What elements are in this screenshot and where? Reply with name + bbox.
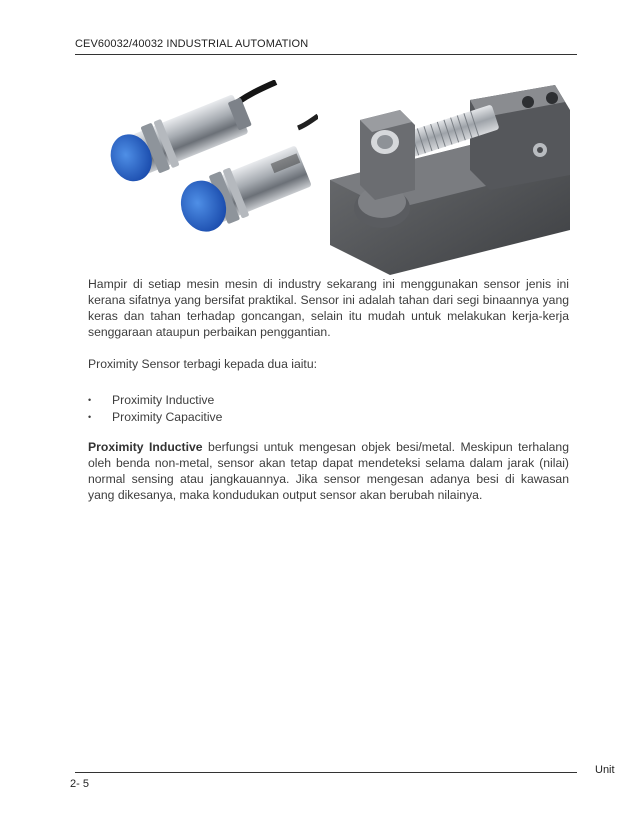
term-bold: Proximity Inductive	[88, 440, 203, 454]
list-item	[88, 392, 569, 409]
paragraph-inductive	[88, 439, 569, 503]
running-header: CEV60032/40032 INDUSTRIAL AUTOMATION	[75, 38, 309, 50]
list-item-label: Proximity Capacitive	[112, 410, 223, 424]
body-text	[88, 276, 569, 503]
figure-area	[88, 80, 582, 275]
list-item	[88, 409, 569, 426]
bullet-icon: •	[88, 395, 92, 405]
paragraph-types: Proximity Sensor terbagi kepada dua iaitu:	[88, 357, 317, 371]
footer-unit-label: Unit	[595, 764, 615, 776]
list-item-label: Proximity Inductive	[112, 393, 215, 407]
paragraph-intro: Hampir di setiap mesin mesin di industry sekarang ini menggunakan sensor jenis ini kerana sifatnya yang bersifat praktikal. Sensor ini adalah tahan dari segi binaannya yang keras dan tahan terhadap goncangan, selain itu mudah untuk melakukan kerja-kerja senggaraan ataupun perbaikan penggantian.	[88, 277, 569, 339]
header-rule	[75, 54, 577, 55]
footer-rule	[75, 772, 577, 773]
bullet-icon: •	[88, 412, 92, 422]
sensor-bracket-photo	[320, 80, 582, 275]
sensor-type-list	[88, 392, 569, 426]
proximity-sensors-photo	[88, 80, 318, 255]
page-number: 2- 5	[70, 778, 89, 790]
paragraph-inductive-text: berfungsi untuk mengesan objek besi/metal. Meskipun terhalang oleh benda non-metal, sensor akan tetap dapat mendeteksi selama dalam jarak (nilai) normal sensing atau jangkauannya. Jika sensor mengesan adanya besi di kawasan yang dikesanya, maka kondudukan output sensor akan berubah nilainya.	[88, 440, 569, 502]
